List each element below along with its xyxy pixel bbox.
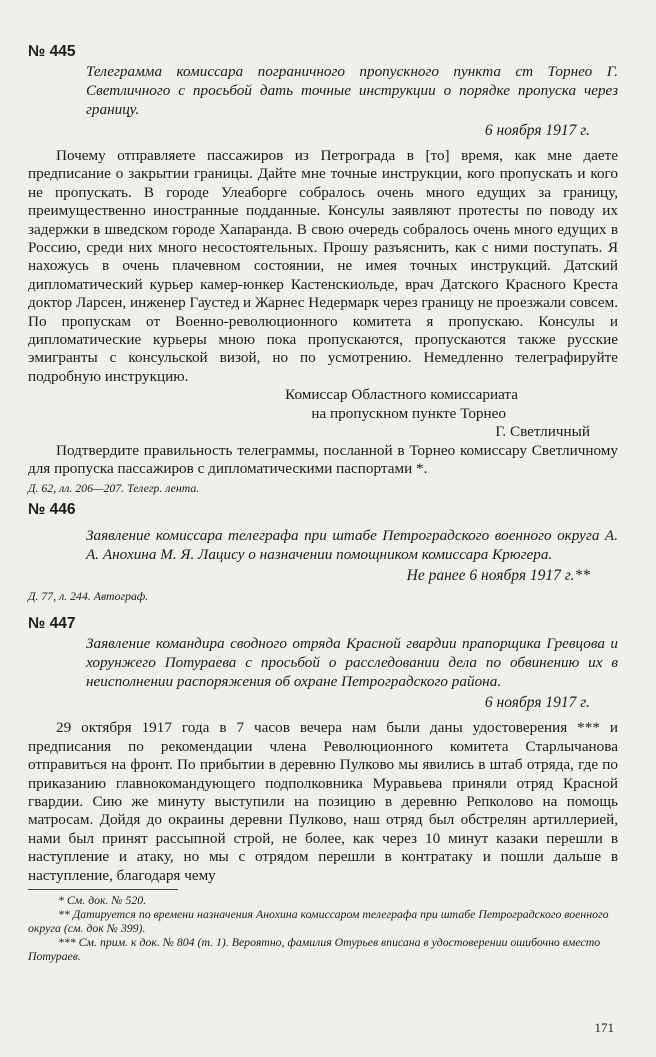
doc-heading: Заявление командира сводного отряда Красной гвардии прапорщика Гревцова и хорунжего Потураева с просьбой о расследовании дела по обвинению их в неисполнении распоряжения об охране Петроградского района.: [86, 635, 618, 691]
doc-date: Не ранее 6 ноября 1917 г.**: [406, 567, 590, 585]
doc-number: № 445: [28, 43, 76, 60]
doc-date: 6 ноября 1917 г.: [484, 122, 590, 139]
doc-heading: Заявление комиссара телеграфа при штабе Петроградского военного округа А. А. Анохина М. Я. Лацису о назначении помощником комиссара Крюгера.: [86, 527, 618, 564]
doc-source: Д. 62, лл. 206—207. Телегр. лента.: [28, 481, 200, 496]
doc-body: Почему отправляете пассажиров из Петрограда в [то] время, как мне даете предписание о закрытии границы. Дайте мне точные инструкции, кого пропускать и кого не пропускать. В городе Улеаборге собралось очень много едущих за границу, преимущественно иностранные подданные. Консулы заявляют протесты по поводу их задержки в шведском городе Хапаранда. В свою очередь собралось очень много едущих в Россию, среди них много несостоятельных. Прошу разъяснить, как с ними поступать. Я нахожусь в очень плачевном состоянии, не имея точных инструкций. Датский дипломатический курьер камер-юнкер Кастенскиольде, врач Датского Красного Креста доктор Ларсен, инженер Гаустед и Жарнес Недермарк через границу не проезжали совсем. По пропускам от Военно-революционного комитета я пропускаю. Консулы и дипломатические курьеры мною пока пропускаются, пропускаются также русские эмигранты с консульской визой, но по усмотрению. Немедленно телеграфируйте подробную инструкцию.: [28, 147, 618, 385]
doc-heading: Телеграмма комиссара пограничного пропускного пункта ст Торнео Г. Светличного с просьбой дать точные инструкции о порядке пропуска через границу.: [86, 63, 618, 118]
footnote: * См. док. № 520.: [58, 892, 147, 907]
doc-body: 29 октября 1917 года в 7 часов вечера нам были даны удостоверения *** и предписания по рекомендации члена Революционного комитета Старлычанова отправиться на фронт. По прибытии в деревню Пулково мы явились в штаб отряда, где по приказанию главнокомандующего подполковника Муравьева приняли отряд Красной гвардии. Сию же минуту выступили на позицию в деревню Репколово на помощь матросам. Дойдя до окраины деревни Пулково, наш отряд был обстрелян артиллерией, нами был принят рассыпной строй, не более, как через 10 минут казаки перешли в наступление и атаку, но мы с отрядом перешли в контратаку и пошли дальше в наступление, благодаря чему: [28, 719, 618, 884]
footnote-divider: [28, 889, 178, 890]
doc-date: 6 ноября 1917 г.: [484, 694, 590, 712]
signature-line-2: на пропускном пункте Торнео: [311, 404, 506, 422]
footnote: ** Датируется по времени назначения Анохина комиссаром телеграфа при штабе Петроградского военного округа (см. док № 399).: [28, 906, 609, 935]
footnotes: [28, 889, 618, 963]
doc-445: [28, 42, 618, 496]
footnote: *** См. прим. к док. № 804 (т. 1). Вероятно, фамилия Отурьев вписана в удостоверении ошибочно вместо Потураев.: [28, 934, 601, 963]
doc-number: № 446: [28, 501, 76, 519]
doc-note: Подтвердите правильность телеграммы, посланной в Торнео комиссару Светличному для пропуска пассажиров с дипломатическими паспортами *.: [28, 441, 618, 477]
doc-446: [28, 500, 618, 604]
doc-source: Д. 77, л. 244. Автограф.: [28, 589, 149, 604]
signature-line-1: Комиссар Областного комиссариата: [285, 386, 518, 404]
page-number: 171: [594, 1020, 614, 1035]
doc-number: № 447: [28, 615, 76, 633]
doc-447: [28, 614, 618, 885]
signature-name: Г. Светличный: [495, 423, 590, 441]
